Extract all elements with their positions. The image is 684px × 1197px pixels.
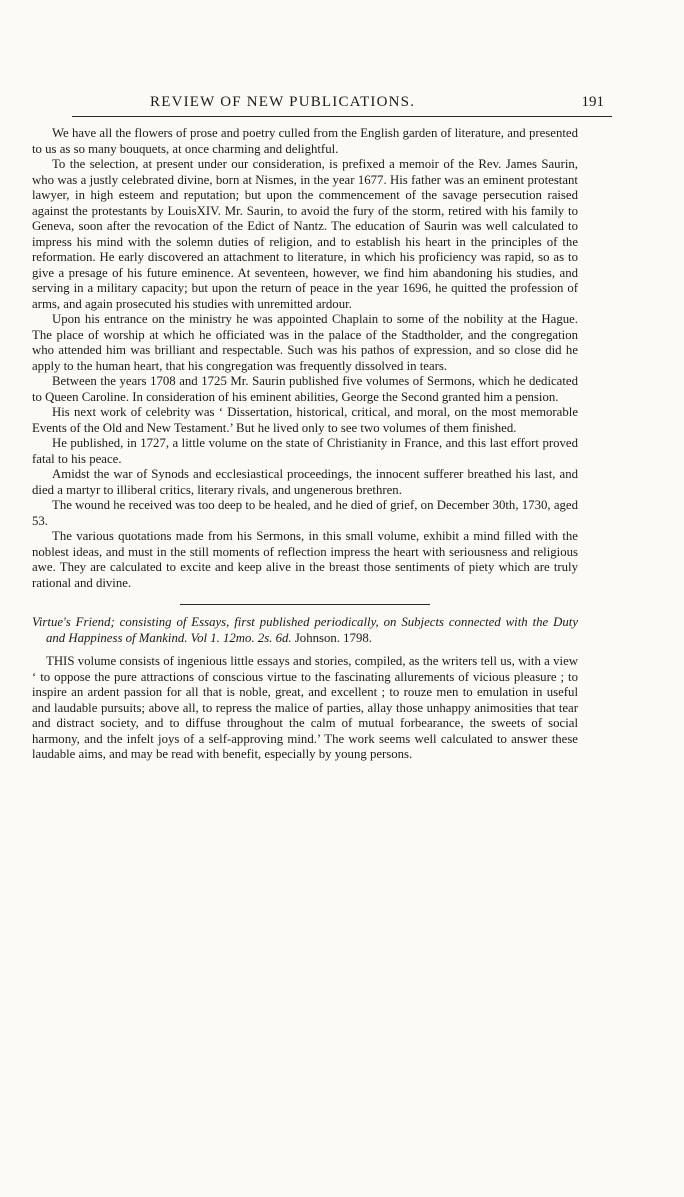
paragraph-christianity-in-france: He published, in 1727, a little volume on the state of Christianity in France, and this last effort proved fatal to his peace. [32,436,578,466]
paragraph-ministry: Upon his entrance on the ministry he was appointed Chaplain to some of the nobility at the Hague. The place of worship at which he officiated was in the palace of the Stadtholder, and the congregation who attended him was brilliant and respectable. Such was his pathos of expression, and so close did he apply to the human heart, that his congregation was frequently dissolved in tears. [32,312,578,373]
paragraph-death: The wound he received was too deep to be healed, and he died of grief, on December 30th, 1730, aged 53. [32,498,578,528]
paragraph-quotations: The various quotations made from his Sermons, in this small volume, exhibit a mind filled with the noblest ideas, and must in the still moments of reflection impress the heart with seriousness and religious awe. They are calculated to excite and keep alive in the breast those sentiments of piety which are truly rational and divine. [32,529,578,590]
paragraph-sermons: Between the years 1708 and 1725 Mr. Saurin published five volumes of Sermons, which he dedicated to Queen Caroline. In consideration of his eminent abilities, George the Second granted him a pension. [32,374,578,404]
paragraph-flowers: We have all the flowers of prose and poetry culled from the English garden of literature, and presented to us as so many bouquets, at once charming and delightful. [32,126,578,156]
review-publisher: Johnson. 1798. [294,630,372,645]
running-title: REVIEW OF NEW PUBLICATIONS. [150,94,416,110]
paragraph-memoir: To the selection, at present under our consideration, is prefixed a memoir of the Rev. James Saurin, who was a justly celebrated divine, born at Nismes, in the year 1677. His father was an eminent protestant lawyer, in high esteem and reputation; but upon the commencement of the savage persecution raised against the protestants by LouisXIV. Mr. Saurin, to avoid the fury of the storm, retired with his family to Geneva, soon after the revocation of the Edict of Nantz. The education of Saurin was well calculated to impress his mind with the solemn duties of religion, and to establish his heart in the principles of the reformation. He early discovered an attachment to literature, in which his proficiency was rapid, so as to give a presage of his future eminence. At seventeen, however, we find him abandoning his studies, and serving in a military capacity; but upon the return of peace in the year 1696, he quitted the profession of arms, and again prosecuted his studies with unremitted ardour. [32,157,578,311]
page-number: 191 [581,94,604,110]
review-body: THIS volume consists of ingenious little essays and stories, compiled, as the writers tell us, with a view ‘ to oppose the pure attractions of conscious virtue to the fascinating allurements of vicious pleasure ; to inspire an ardent passion for all that is noble, great, and excellent ; to rouze men to emulation in useful and laudable pursuits; above all, to repress the malice of parties, allay those unhappy animosities that tear and distract society, and to diffuse throughout the calm of mutual forbearance, the sweets of social harmony, and the infelt joys of a self-approving mind.’ The work seems well calculated to answer these laudable aims, and may be read with benefit, especially by young persons. [32,654,578,761]
paragraph-synods: Amidst the war of Synods and ecclesiastical proceedings, the innocent sufferer breathed his last, and died a martyr to illiberal critics, literary rivals, and ungenerous brethren. [32,467,578,497]
review-title: Virtue's Friend; consisting of Essays, first published periodically, on Subjects connected with the Duty and Happiness of Mankind. Vol 1. 12mo. 2s. 6d. [32,615,578,645]
article-body [32,126,578,763]
review-heading [32,615,578,646]
paragraph-dissertation: His next work of celebrity was ‘ Dissertation, historical, critical, and moral, on the most memorable Events of the Old and New Testament.’ But he lived only to see two volumes of them finished. [32,405,578,435]
page-header [72,94,612,118]
header-rule [72,116,612,117]
section-divider [180,604,430,605]
